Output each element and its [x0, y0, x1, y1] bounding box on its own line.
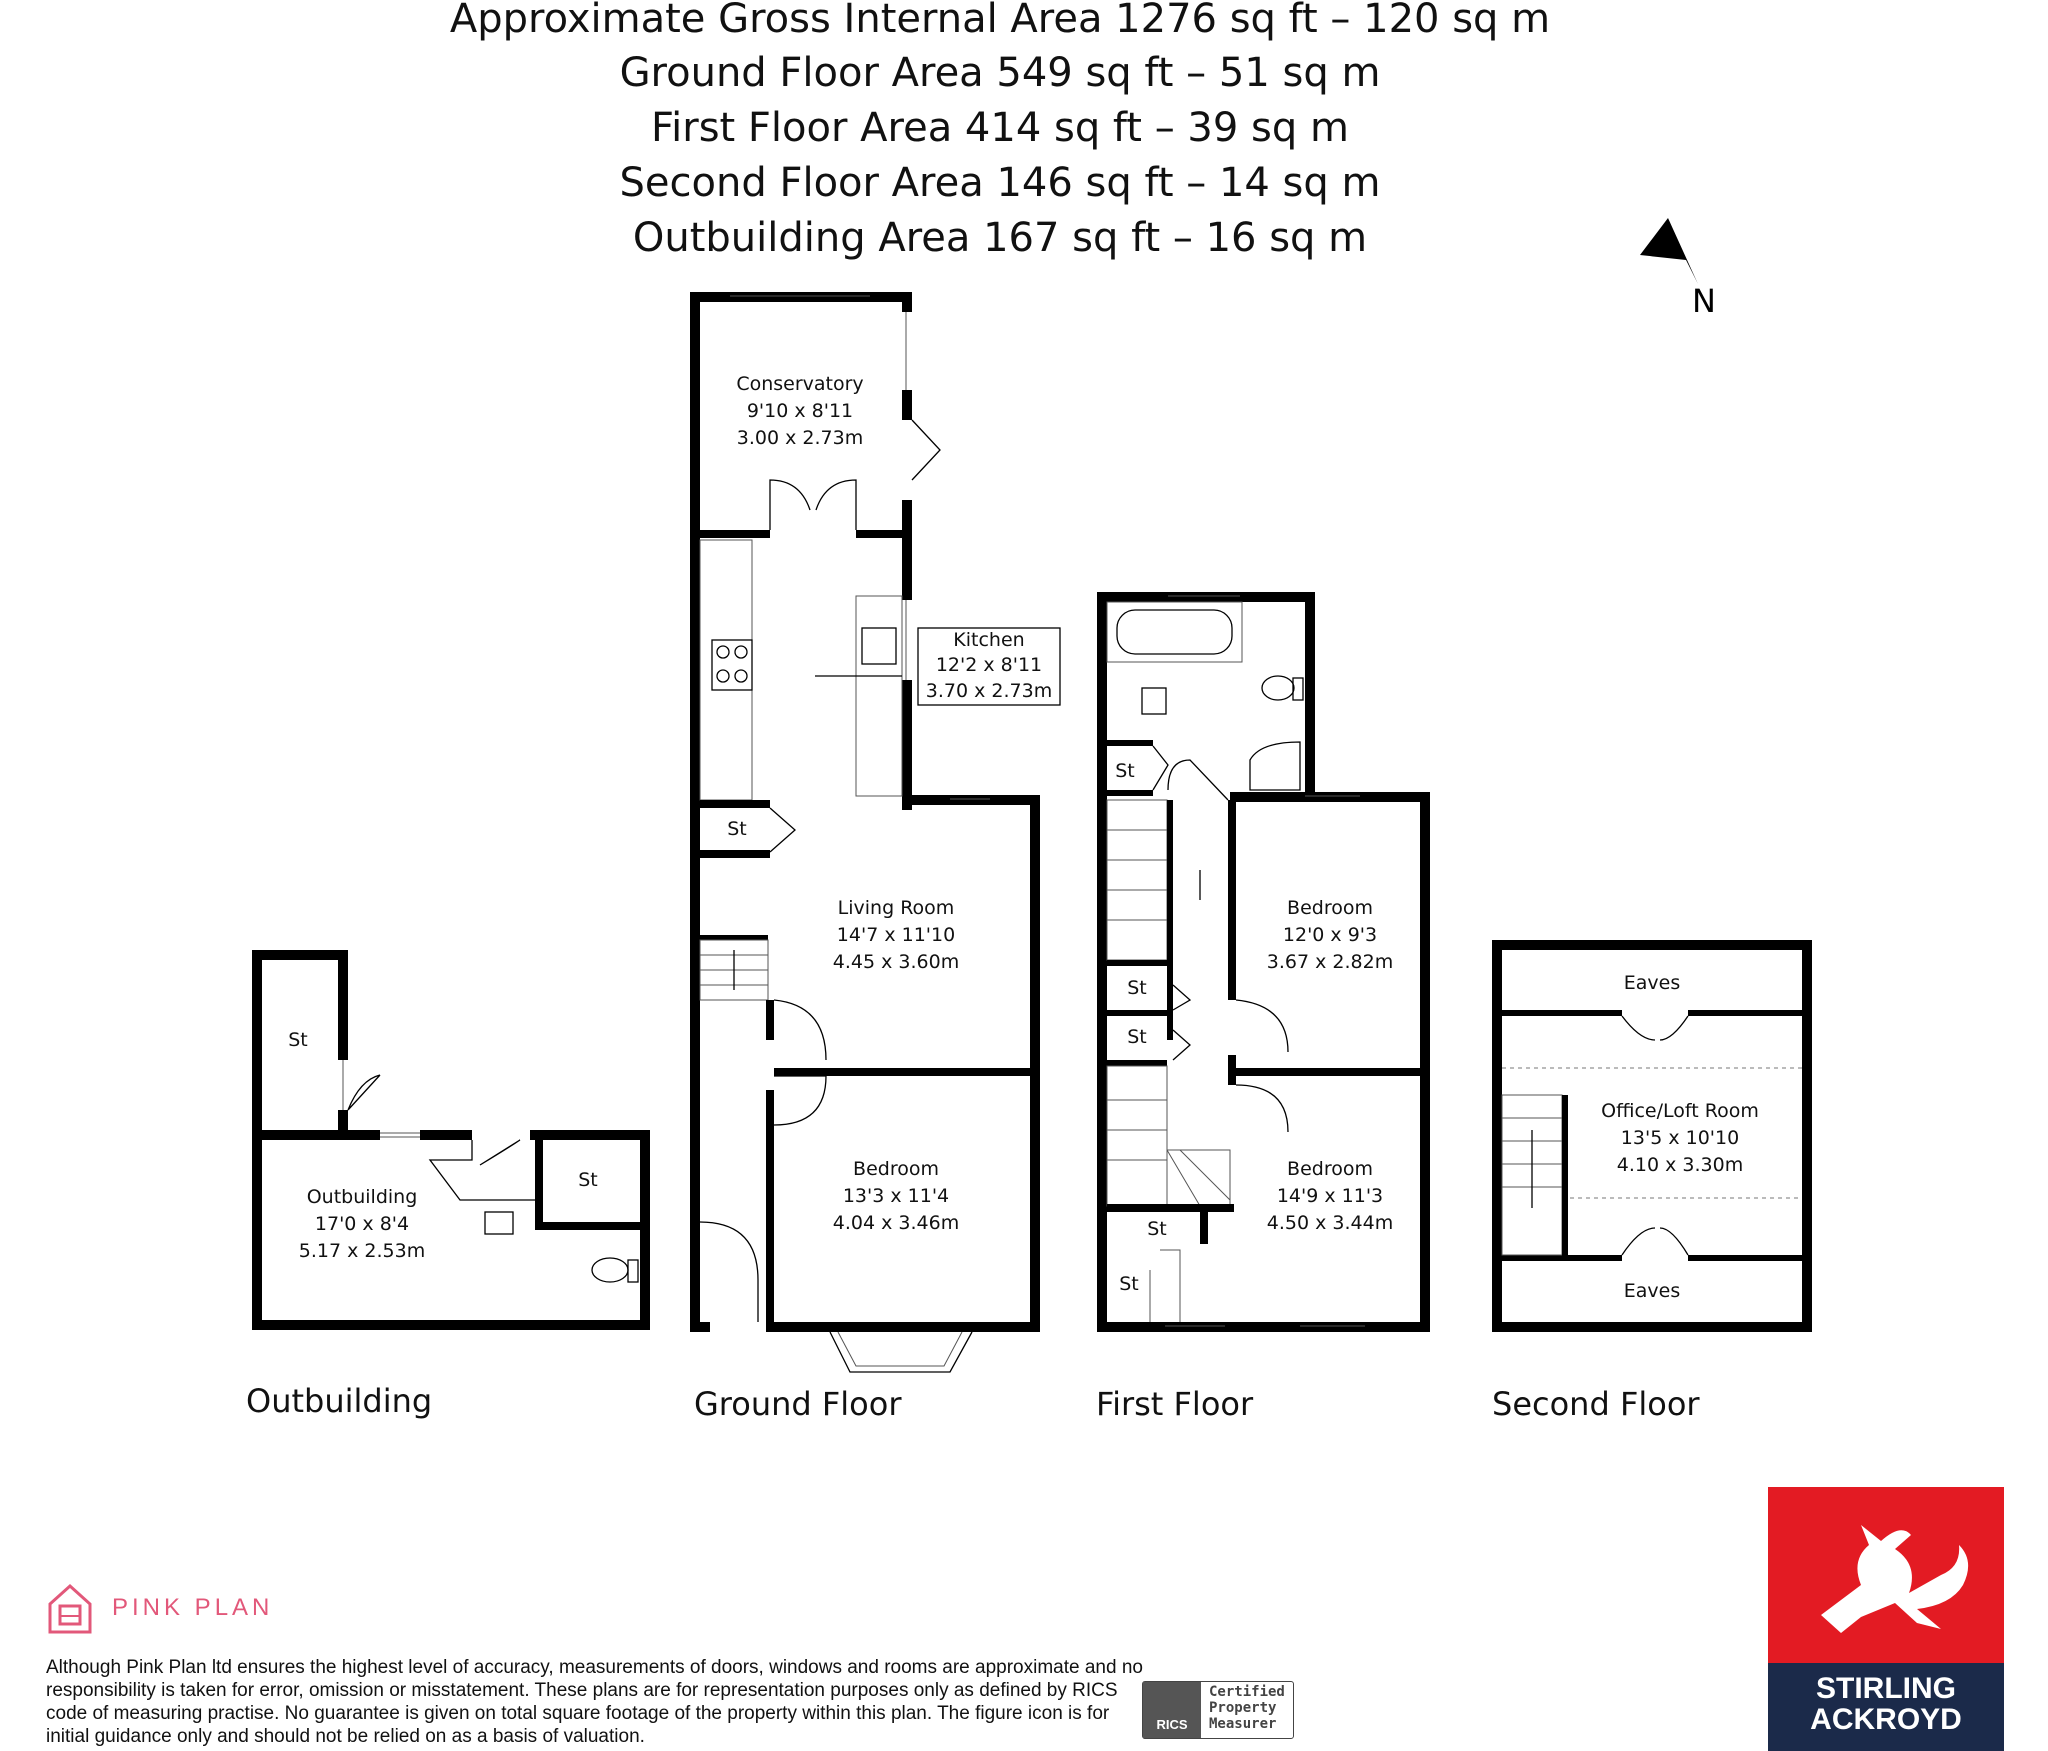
kitchen-imperial: 12'2 x 8'11: [935, 654, 1043, 676]
first-store5-label: St: [1119, 1273, 1139, 1295]
eaves-top-label: Eaves: [1623, 972, 1681, 994]
ground-area-text: Ground Floor Area 549 sq ft – 51 sq m: [619, 50, 1381, 96]
griffin-icon: [1791, 1505, 1981, 1645]
rics-line-3: Measurer: [1209, 1716, 1277, 1732]
second-area-text: Second Floor Area 146 sq ft – 14 sq m: [619, 160, 1381, 206]
outbuilding-room-metric: 5.17 x 2.53m: [298, 1240, 426, 1262]
area-header: [450, 0, 1550, 261]
first-store1-label: St: [1115, 760, 1135, 782]
living-room-name: Living Room: [837, 897, 955, 919]
first-bedroom-a-imperial: 12'0 x 9'3: [1282, 924, 1378, 946]
gross-area-text: Approximate Gross Internal Area 1276 sq ft – 120 sq m: [449, 0, 1551, 42]
outbuilding-area-text: Outbuilding Area 167 sq ft – 16 sq m: [632, 215, 1368, 261]
outbuilding-store2-label: St: [578, 1169, 598, 1191]
first-store3-label: St: [1127, 1026, 1147, 1048]
conservatory-imperial: 9'10 x 8'11: [746, 400, 854, 422]
compass: [1640, 218, 1716, 320]
first-bedroom-b-metric: 4.50 x 3.44m: [1266, 1212, 1394, 1234]
floor-label-second: Second Floor: [1492, 1385, 1700, 1423]
living-room-metric: 4.45 x 3.60m: [832, 951, 960, 973]
rics-logo: RICS: [1143, 1682, 1201, 1738]
pinkplan-brand: [46, 1580, 273, 1636]
pinkplan-name: PINK PLAN: [112, 1594, 274, 1621]
kitchen-metric: 3.70 x 2.73m: [925, 680, 1053, 702]
stirling-ackroyd-logo: [1768, 1487, 2004, 1751]
first-bedroom-a-name: Bedroom: [1287, 897, 1373, 919]
ground-store-label: St: [727, 818, 747, 840]
pinkplan-house-icon: [46, 1580, 94, 1636]
floor-label-first: First Floor: [1096, 1385, 1254, 1423]
kitchen-name: Kitchen: [953, 629, 1025, 651]
first-bedroom-b-name: Bedroom: [1287, 1158, 1373, 1180]
ground-bedroom-metric: 4.04 x 3.46m: [832, 1212, 960, 1234]
first-store2-label: St: [1127, 977, 1147, 999]
outbuilding-room-name: Outbuilding: [306, 1186, 418, 1208]
rics-badge: [1142, 1681, 1294, 1739]
conservatory-metric: 3.00 x 2.73m: [736, 427, 864, 449]
first-bedroom-b-imperial: 14'9 x 11'3: [1276, 1185, 1384, 1207]
living-room-imperial: 14'7 x 11'10: [836, 924, 956, 946]
office-metric: 4.10 x 3.30m: [1616, 1154, 1744, 1176]
ground-bedroom-name: Bedroom: [853, 1158, 939, 1180]
office-imperial: 13'5 x 10'10: [1620, 1127, 1740, 1149]
brand-wordmark: [1768, 1663, 2004, 1751]
outbuilding-store-label: St: [288, 1029, 308, 1051]
disclaimer-text: Although Pink Plan ltd ensures the highest level of accuracy, measurements of doors, windows and rooms are approximate and no responsibility is taken for error, omission or misstatement. These plans are for representation purposes only as defined by RICS code of measuring practise. No guarantee is given on total square footage of the property within this plan. The figure icon is for initial guidance only and should not be relied on as a basis of valuation.: [46, 1657, 1143, 1747]
griffin-emblem: [1768, 1487, 2004, 1663]
rics-certified-text: [1201, 1682, 1293, 1738]
rics-line-1: Certified: [1209, 1684, 1285, 1700]
ground-bedroom-imperial: 13'3 x 11'4: [842, 1185, 950, 1207]
floor-label-ground: Ground Floor: [694, 1385, 902, 1423]
first-bedroom-a-metric: 3.67 x 2.82m: [1266, 951, 1394, 973]
outbuilding-plan: [252, 950, 650, 1330]
rics-line-2: Property: [1209, 1700, 1277, 1716]
first-area-text: First Floor Area 414 sq ft – 39 sq m: [651, 105, 1349, 151]
compass-north-label: N: [1692, 282, 1716, 320]
brand-line-1: STIRLING: [1816, 1672, 1956, 1705]
office-name: Office/Loft Room: [1601, 1100, 1759, 1122]
compass-arrow-icon: [1640, 218, 1698, 284]
eaves-bottom-label: Eaves: [1623, 1280, 1681, 1302]
brand-line-2: ACKROYD: [1810, 1703, 1962, 1736]
floor-label-outbuilding: Outbuilding: [246, 1382, 433, 1420]
outbuilding-room-imperial: 17'0 x 8'4: [314, 1213, 410, 1235]
first-store4-label: St: [1147, 1218, 1167, 1240]
conservatory-name: Conservatory: [736, 373, 864, 395]
